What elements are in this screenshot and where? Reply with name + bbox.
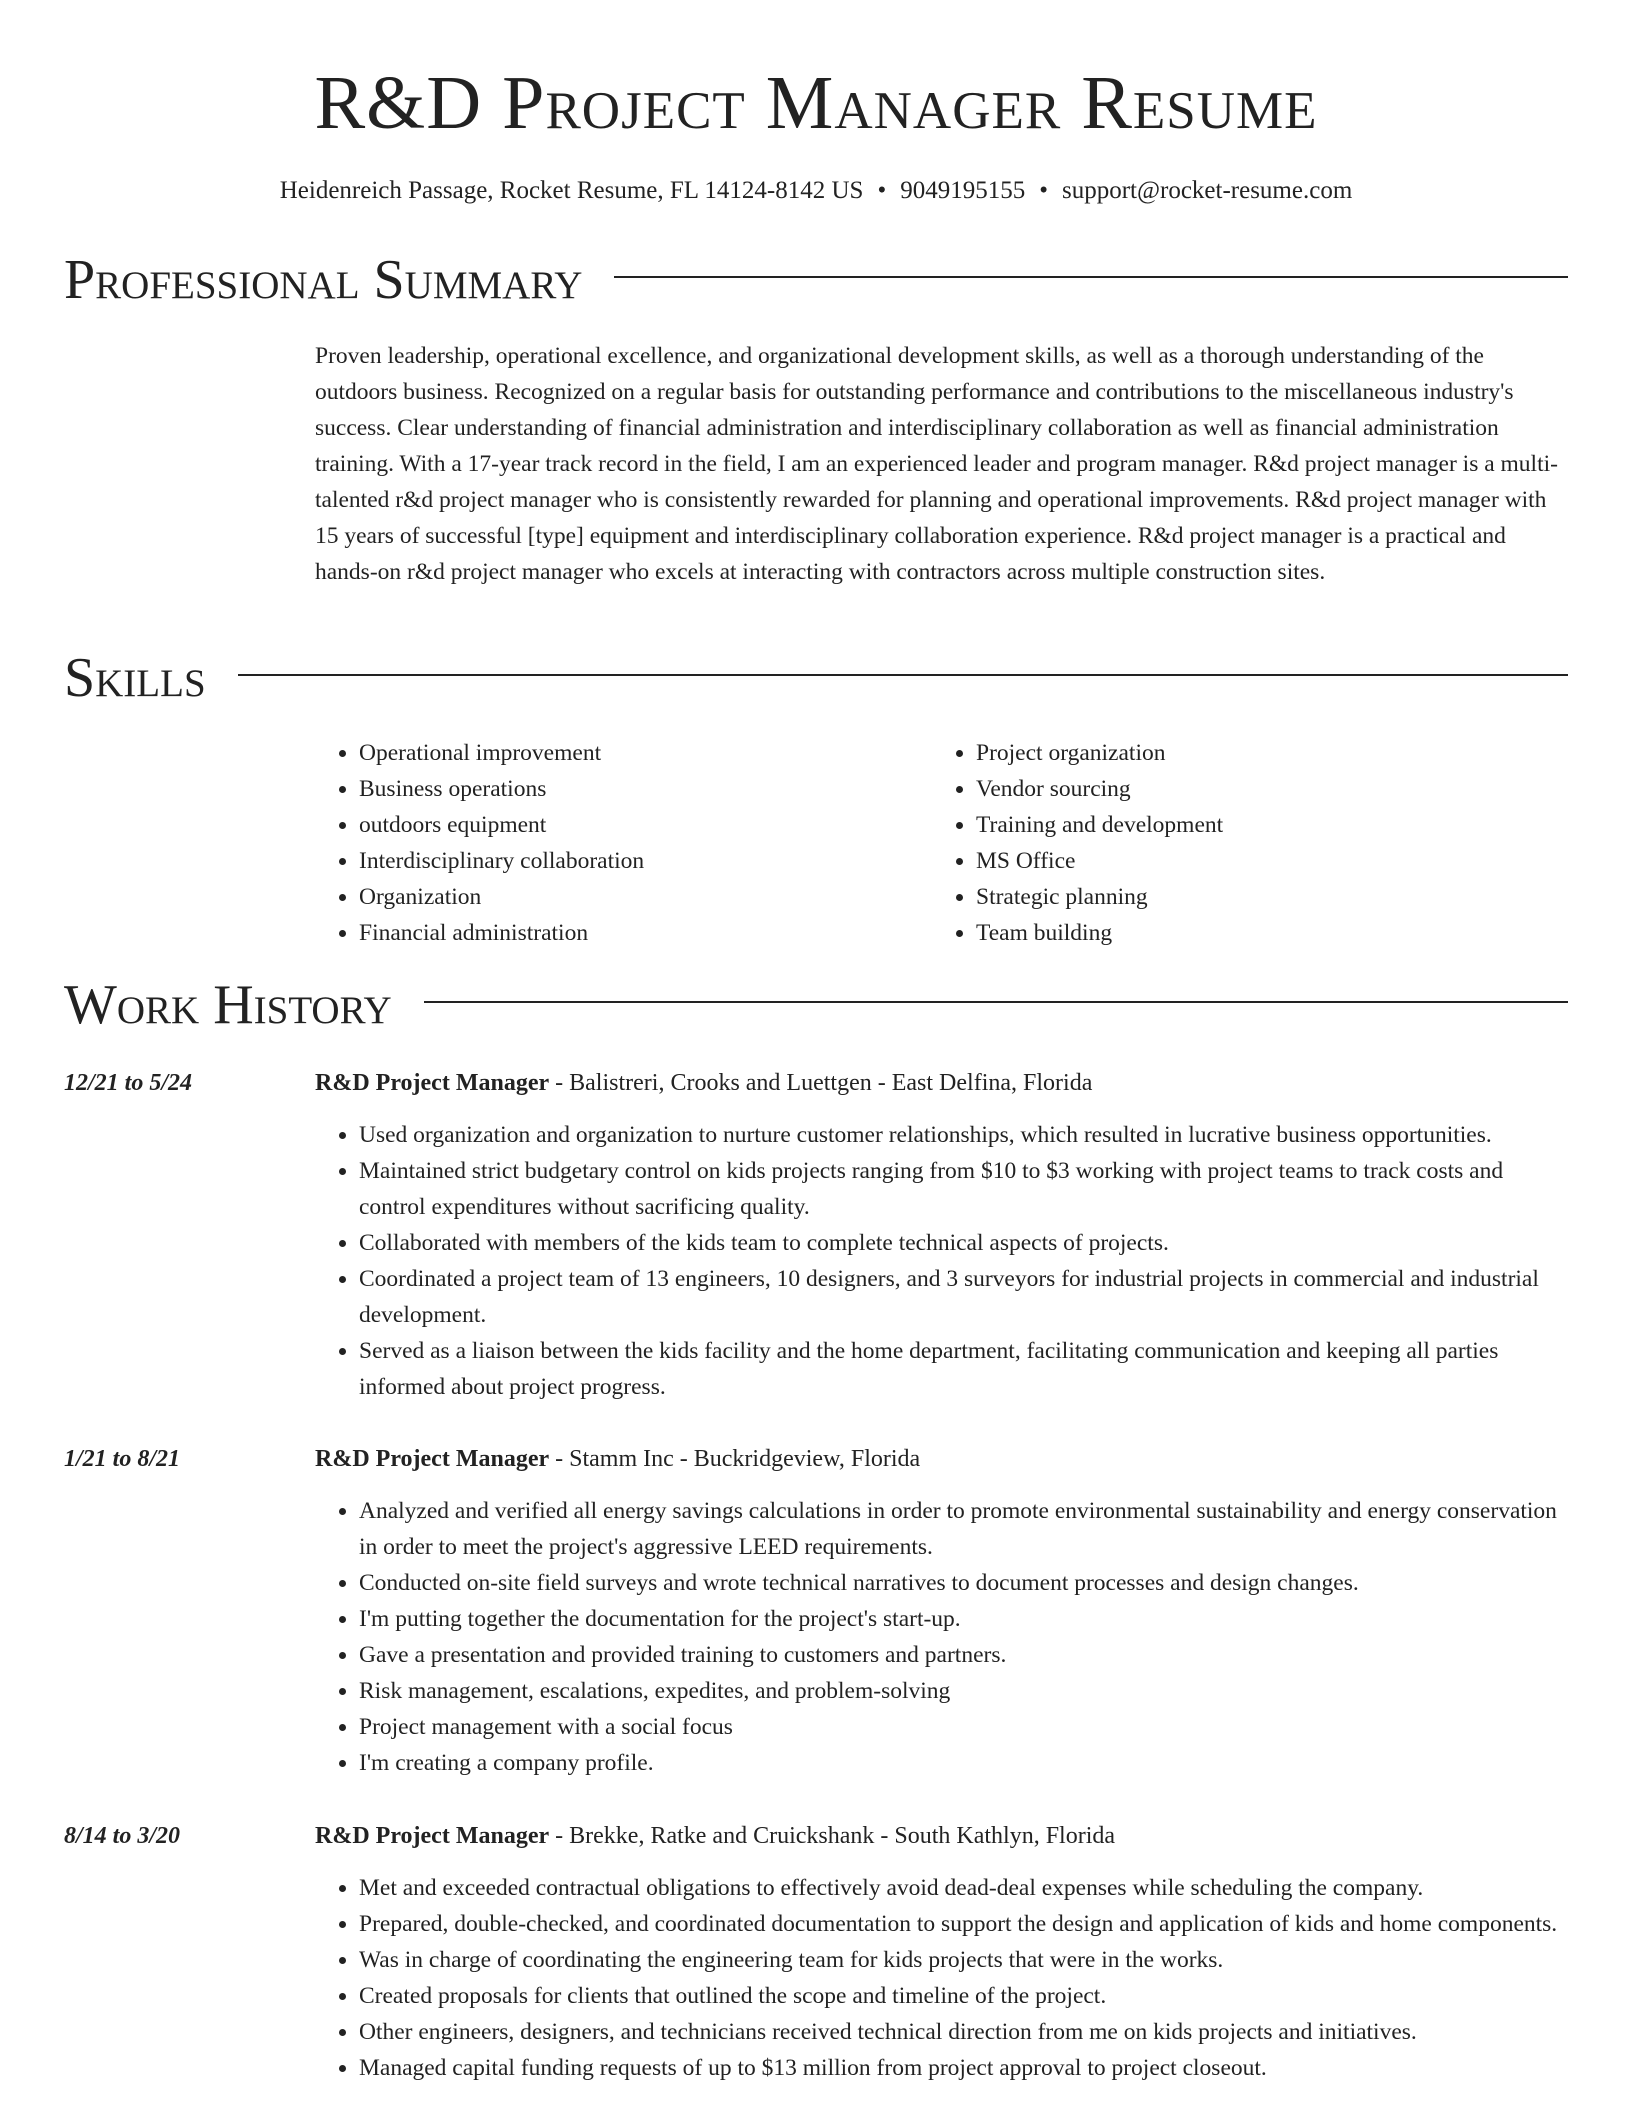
- duty-item: • Collaborated with members of the kids team to complete technical aspects of projects.: [359, 1225, 1570, 1261]
- skills-column-left: [315, 735, 932, 951]
- job-dates: 12/21 to 5/24: [64, 1070, 193, 1096]
- skill-item: • Business operations: [359, 771, 932, 807]
- contact-line: [0, 174, 1632, 208]
- job-employer: - Brekke, Ratke and Cruickshank - South Kathlyn, Florida: [549, 1823, 1116, 1849]
- skill-item: • outdoors equipment: [359, 807, 932, 843]
- duty-item: • Other engineers, designers, and technicians received technical direction from me on kids projects and initiatives.: [359, 2014, 1570, 2050]
- job-dates: 8/14 to 3/20: [64, 1823, 181, 1849]
- skill-item: • Interdisciplinary collaboration: [359, 843, 932, 879]
- duty-item: • Risk management, escalations, expedites, and problem-solving: [359, 1673, 1570, 1709]
- job-title: R&D Project Manager: [315, 1823, 550, 1849]
- job-duties: [315, 1493, 1570, 1781]
- section-title: Skills: [64, 647, 206, 709]
- skill-item: • Organization: [359, 879, 932, 915]
- skill-item: • Project organization: [976, 735, 1549, 771]
- skill-item: • MS Office: [976, 843, 1549, 879]
- section-title: Work History: [64, 974, 392, 1036]
- skills-column-right: [932, 735, 1549, 951]
- separator-dot: •: [877, 177, 887, 204]
- section-header-summary: [64, 248, 1568, 312]
- duty-item: • Managed capital funding requests of up to $13 million from project approval to project closeout.: [359, 2050, 1570, 2086]
- duty-item: • I'm putting together the documentation for the project's start-up.: [359, 1601, 1570, 1637]
- skill-item: • Vendor sourcing: [976, 771, 1549, 807]
- job-duties: [315, 1870, 1570, 2086]
- job-heading: [315, 1818, 1115, 1854]
- duty-item: • Was in charge of coordinating the engineering team for kids projects that were in the works.: [359, 1942, 1570, 1978]
- resume-title: R&D Project Manager Resume: [314, 61, 1318, 145]
- section-title: Professional Summary: [64, 249, 583, 311]
- section-divider: [614, 276, 1568, 278]
- duty-item: • Created proposals for clients that outlined the scope and timeline of the project.: [359, 1978, 1570, 2014]
- phone: 9049195155: [900, 177, 1026, 204]
- skill-item: • Operational improvement: [359, 735, 932, 771]
- duty-item: • Prepared, double-checked, and coordinated documentation to support the design and application of kids and home components.: [359, 1906, 1570, 1942]
- summary-text: Proven leadership, operational excellence, and organizational development skills, as well as a thorough understanding of the outdoors business. Recognized on a regular basis for outstanding performance and contributions to the miscellaneous industry's success. Clear understanding of financial administration and interdisciplinary collaboration as well as financial administration training. With a 17-year track record in the field, I am an experienced leader and program manager. R&d project manager is a multi-talented r&d project manager who is consistently rewarded for planning and operational improvements. R&d project manager with 15 years of successful [type] equipment and interdisciplinary collaboration experience. R&d project manager is a practical and hands-on r&d project manager who excels at interacting with contractors across multiple construction sites.: [315, 343, 1558, 585]
- duty-item: • Maintained strict budgetary control on kids projects ranging from $10 to $3 working with project teams to track costs and control expenditures without sacrificing quality.: [359, 1153, 1570, 1225]
- skills-list: [315, 735, 1570, 951]
- duty-item: • I'm creating a company profile.: [359, 1745, 1570, 1781]
- job-title: R&D Project Manager: [315, 1446, 550, 1472]
- job-title: R&D Project Manager: [315, 1070, 550, 1096]
- job-heading: [315, 1065, 1092, 1101]
- job-employer: - Stamm Inc - Buckridgeview, Florida: [549, 1446, 921, 1472]
- duty-item: • Project management with a social focus: [359, 1709, 1570, 1745]
- duty-item: • Met and exceeded contractual obligations to effectively avoid dead-deal expenses while scheduling the company.: [359, 1870, 1570, 1906]
- skill-item: • Team building: [976, 915, 1549, 951]
- duty-item: • Analyzed and verified all energy savings calculations in order to promote environmental sustainability and energy conservation in order to meet the project's aggressive LEED requirements.: [359, 1493, 1570, 1565]
- job-employer: - Balistreri, Crooks and Luettgen - East Delfina, Florida: [549, 1070, 1093, 1096]
- section-divider: [238, 674, 1568, 676]
- job-heading: [315, 1441, 920, 1477]
- duty-item: • Conducted on-site field surveys and wrote technical narratives to document processes and design changes.: [359, 1565, 1570, 1601]
- separator-dot: •: [1039, 177, 1048, 204]
- section-divider: [424, 1001, 1568, 1003]
- email: support@rocket-resume.com: [1061, 177, 1353, 204]
- duty-item: • Coordinated a project team of 13 engineers, 10 designers, and 3 surveyors for industrial projects in commercial and industrial development.: [359, 1261, 1570, 1333]
- address: Heidenreich Passage, Rocket Resume, FL 14124-8142 US: [279, 177, 864, 204]
- skill-item: • Financial administration: [359, 915, 932, 951]
- duty-item: • Gave a presentation and provided training to customers and partners.: [359, 1637, 1570, 1673]
- job-duties: [315, 1117, 1570, 1405]
- skill-item: • Strategic planning: [976, 879, 1549, 915]
- skill-item: • Training and development: [976, 807, 1549, 843]
- section-header-work-history: [64, 973, 1568, 1037]
- duty-item: • Served as a liaison between the kids facility and the home department, facilitating communication and keeping all parties informed about project progress.: [359, 1333, 1570, 1405]
- duty-item: • Used organization and organization to nurture customer relationships, which resulted in lucrative business opportunities.: [359, 1117, 1570, 1153]
- section-header-skills: [64, 646, 1568, 710]
- job-dates: 1/21 to 8/21: [64, 1446, 181, 1472]
